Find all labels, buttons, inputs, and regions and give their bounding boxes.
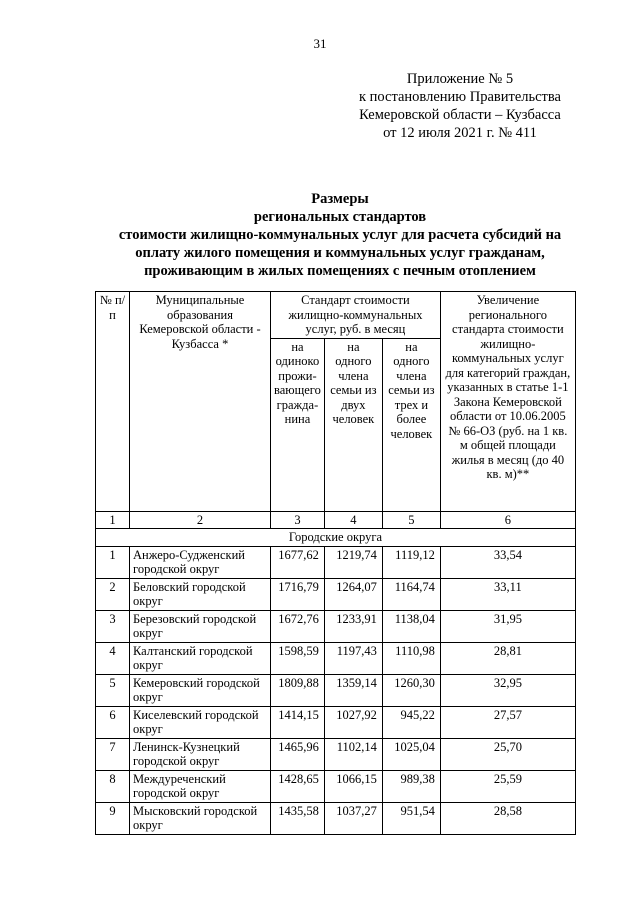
row-increase: 25,59 <box>440 770 575 802</box>
column-number: 3 <box>271 511 325 529</box>
row-two: 1102,14 <box>324 738 382 770</box>
row-two: 1197,43 <box>324 642 382 674</box>
column-number: 1 <box>96 511 130 529</box>
header-single: на одиноко прожи-вающего гражда-нина <box>271 338 325 511</box>
table-row <box>96 706 576 738</box>
column-number: 4 <box>324 511 382 529</box>
document-title <box>60 190 620 280</box>
row-three: 1138,04 <box>382 610 440 642</box>
row-increase: 32,95 <box>440 674 575 706</box>
title-line-4: оплату жилого помещения и коммунальных услуг гражданам, <box>135 245 545 261</box>
row-increase: 25,70 <box>440 738 575 770</box>
appendix-line-3: Кемеровской области – Кузбасса <box>359 107 561 123</box>
row-municipality: Мысковский городской округ <box>130 802 271 834</box>
row-two: 1359,14 <box>324 674 382 706</box>
table-row <box>96 770 576 802</box>
table-row <box>96 546 576 578</box>
group-row <box>96 529 576 547</box>
row-number: 4 <box>96 642 130 674</box>
row-two: 1037,27 <box>324 802 382 834</box>
table-row <box>96 738 576 770</box>
row-increase: 28,58 <box>440 802 575 834</box>
row-municipality: Калтанский городской округ <box>130 642 271 674</box>
column-number: 6 <box>440 511 575 529</box>
header-row <box>96 292 576 339</box>
row-three: 1260,30 <box>382 674 440 706</box>
column-number: 5 <box>382 511 440 529</box>
row-municipality: Ленинск-Кузнецкий городской округ <box>130 738 271 770</box>
row-number: 9 <box>96 802 130 834</box>
row-three: 1164,74 <box>382 578 440 610</box>
row-three: 989,38 <box>382 770 440 802</box>
row-single: 1716,79 <box>271 578 325 610</box>
row-number: 7 <box>96 738 130 770</box>
row-single: 1598,59 <box>271 642 325 674</box>
row-increase: 28,81 <box>440 642 575 674</box>
row-municipality: Кемеровский городской округ <box>130 674 271 706</box>
header-municipality: Муниципальные образования Кемеровской области - Кузбасса * <box>130 292 271 512</box>
row-single: 1672,76 <box>271 610 325 642</box>
column-numbers-row <box>96 511 576 529</box>
page-number: 31 <box>313 36 327 51</box>
row-three: 1110,98 <box>382 642 440 674</box>
row-increase: 27,57 <box>440 706 575 738</box>
row-number: 1 <box>96 546 130 578</box>
title-line-1: Размеры <box>311 191 369 207</box>
row-number: 5 <box>96 674 130 706</box>
row-municipality: Березовский городской округ <box>130 610 271 642</box>
appendix-line-2: к постановлению Правительства <box>359 89 561 105</box>
row-single: 1428,65 <box>271 770 325 802</box>
row-number: 8 <box>96 770 130 802</box>
row-municipality: Междуреченский городской округ <box>130 770 271 802</box>
appendix-block <box>330 70 590 142</box>
header-increase: Увеличение регионального стандарта стоимости жилищно-коммунальных услуг для категорий граждан, указанных в статье 1-1 Закона Кемеровской области от 10.06.2005 № 66-ОЗ (руб. на 1 кв. м общей площади жилья в месяц (до 40 кв. м)** <box>440 292 575 512</box>
group-label: Городские округа <box>96 529 576 547</box>
title-line-5: проживающим в жилых помещениях с печным отоплением <box>144 263 536 279</box>
row-two: 1233,91 <box>324 610 382 642</box>
header-num: № п/п <box>96 292 130 512</box>
title-line-3: стоимости жилищно-коммунальных услуг для расчета субсидий на <box>118 227 562 243</box>
row-municipality: Анжеро-Судженский городской округ <box>130 546 271 578</box>
row-municipality: Беловский городской округ <box>130 578 271 610</box>
header-two: на одного члена семьи из двух человек <box>324 338 382 511</box>
row-increase: 33,11 <box>440 578 575 610</box>
column-number: 2 <box>130 511 271 529</box>
row-three: 1119,12 <box>382 546 440 578</box>
row-number: 3 <box>96 610 130 642</box>
header-standard: Стандарт стоимости жилищно-коммунальных услуг, руб. в месяц <box>271 292 441 339</box>
appendix-line-4: от 12 июля 2021 г. № 411 <box>383 125 537 141</box>
table-row <box>96 642 576 674</box>
table-row <box>96 674 576 706</box>
row-two: 1066,15 <box>324 770 382 802</box>
row-single: 1435,58 <box>271 802 325 834</box>
row-two: 1027,92 <box>324 706 382 738</box>
appendix-line-1: Приложение № 5 <box>406 71 514 87</box>
row-three: 1025,04 <box>382 738 440 770</box>
row-increase: 31,95 <box>440 610 575 642</box>
row-single: 1414,15 <box>271 706 325 738</box>
row-two: 1264,07 <box>324 578 382 610</box>
row-three: 945,22 <box>382 706 440 738</box>
row-increase: 33,54 <box>440 546 575 578</box>
row-three: 951,54 <box>382 802 440 834</box>
standards-table <box>95 291 576 835</box>
header-three: на одного члена семьи из трех и более человек <box>382 338 440 511</box>
table-row <box>96 802 576 834</box>
title-line-2: региональных стандартов <box>253 209 427 225</box>
table-row <box>96 610 576 642</box>
row-number: 2 <box>96 578 130 610</box>
row-municipality: Киселевский городской округ <box>130 706 271 738</box>
row-single: 1677,62 <box>271 546 325 578</box>
table-row <box>96 578 576 610</box>
row-number: 6 <box>96 706 130 738</box>
row-single: 1465,96 <box>271 738 325 770</box>
row-two: 1219,74 <box>324 546 382 578</box>
row-single: 1809,88 <box>271 674 325 706</box>
